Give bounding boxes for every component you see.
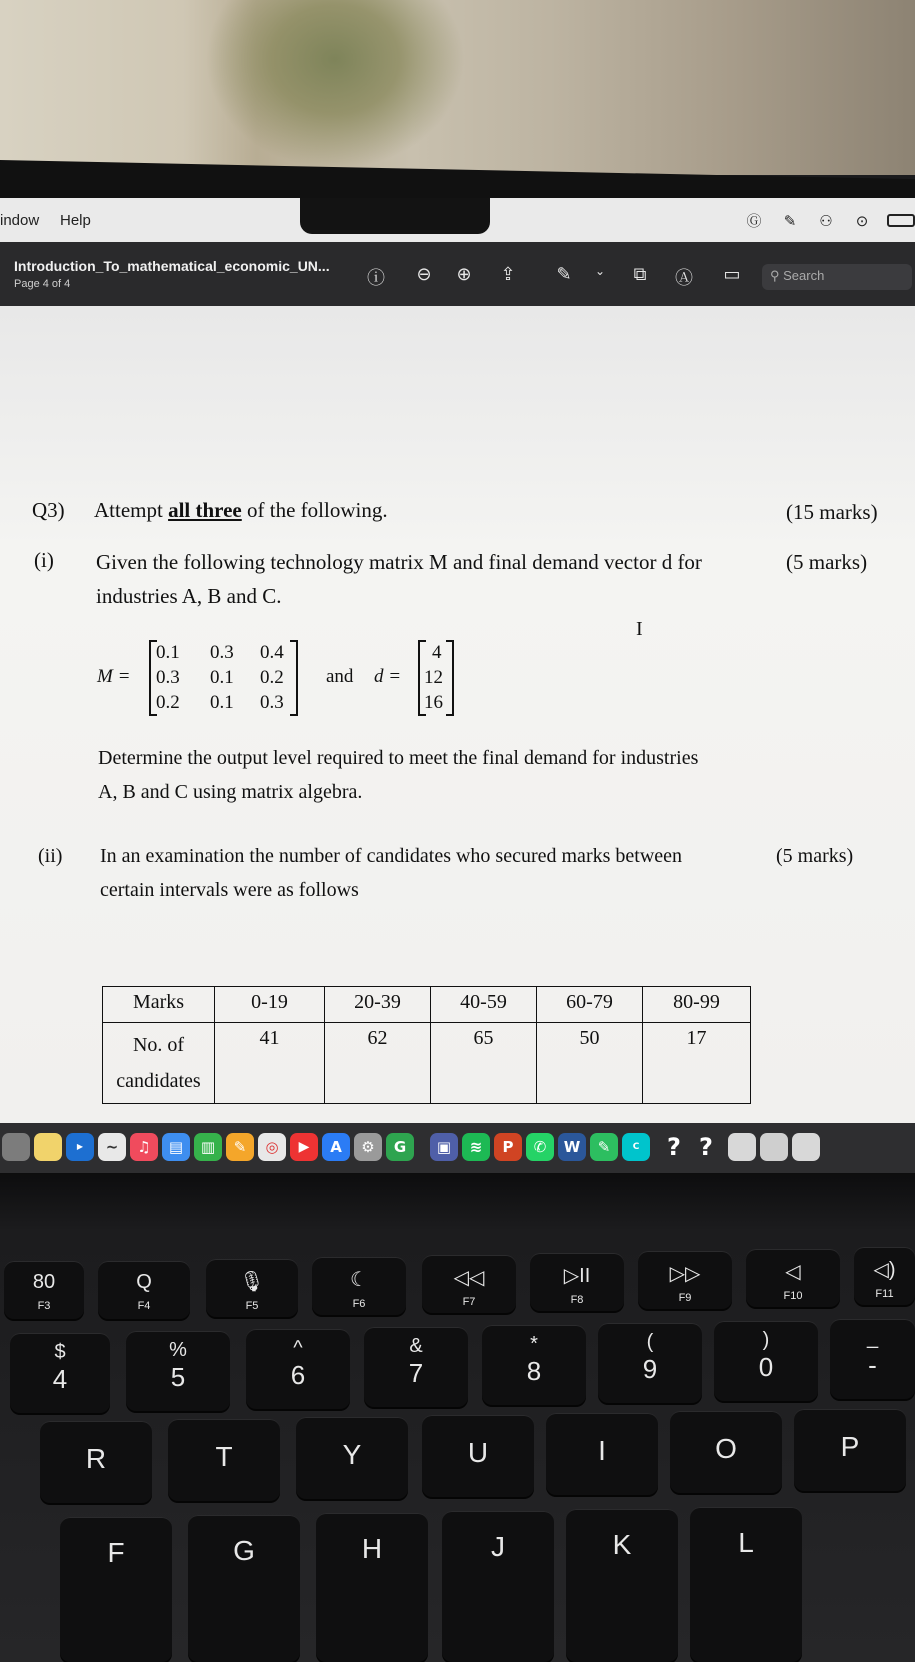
spotlight-icon: Q [136,1271,152,1293]
matrix-m-label: M = [97,666,131,687]
key-letter: L [738,1527,754,1558]
finder-icon[interactable] [2,1133,30,1161]
key-letter: K [612,1529,632,1560]
freeform-icon[interactable]: ~ [98,1133,126,1161]
matrix-cell: 0.2 [156,692,180,713]
key-g[interactable] [188,1515,300,1662]
key-number: 5 [170,1362,186,1392]
key-letter: P [840,1431,860,1462]
word-icon[interactable]: W [558,1133,586,1161]
rotate-icon[interactable]: ⧉ [633,264,647,285]
vector-cell: 12 [424,667,443,688]
part-ii-label: (ii) [38,845,63,867]
part-ii-marks: (5 marks) [776,845,854,867]
table-row-header [103,1023,215,1104]
grammarly-dock-icon[interactable]: G [386,1133,414,1161]
key-h[interactable] [316,1513,428,1662]
part-ii-line1: In an examination the number of candidates who secured marks between [100,845,683,867]
preview-icon[interactable]: ▣ [430,1133,458,1161]
people-icon[interactable]: ⚇ [819,212,833,230]
evernote-icon[interactable]: ✎ [783,212,797,230]
share-icon[interactable]: ⇪ [500,264,516,285]
part-ii-line2: certain intervals were as follows [100,879,359,901]
key-letter: G [233,1535,255,1566]
table-cell: 20-39 [325,987,431,1023]
matrix-cell: 0.2 [260,667,284,688]
rewind-icon: ◁◁ [453,1267,485,1289]
key-shift-symbol: * [530,1333,538,1355]
settings-icon[interactable]: ⚙ [354,1133,382,1161]
key-k[interactable] [566,1509,678,1662]
info-icon[interactable]: ⓘ [367,268,385,289]
fast-forward-icon: ▷▷ [669,1263,701,1285]
keynote-icon[interactable]: ▤ [162,1133,190,1161]
key-letter: O [715,1433,737,1464]
key-letter: F [107,1537,125,1568]
document-thumbnail-icon[interactable] [792,1133,820,1161]
notes-icon[interactable] [34,1133,62,1161]
vector-cell: 4 [432,642,442,663]
key-shift-symbol: ^ [293,1337,303,1359]
key-f4[interactable] [98,1261,190,1319]
zoom-out-icon[interactable]: ⊖ [416,264,432,285]
plant-blur [205,0,465,170]
key-u[interactable] [422,1415,534,1497]
key-o[interactable] [670,1411,782,1493]
question-prefix: Attempt [94,498,163,522]
row-header-line2: candidates [116,1070,201,1092]
key-label: F5 [245,1300,259,1312]
key-label: F3 [37,1300,51,1312]
key-j[interactable] [442,1511,554,1662]
key-f5[interactable] [206,1259,298,1317]
whatsapp-icon[interactable]: ✆ [526,1133,554,1161]
key-letter: R [85,1443,107,1474]
key-y[interactable] [296,1417,408,1499]
annotate-icon[interactable]: Ⓐ [675,268,693,289]
key-9[interactable] [598,1323,702,1403]
key-label: F4 [137,1300,151,1312]
matrix-cell: 0.3 [210,642,234,663]
key-letter: U [467,1437,489,1468]
key-f11[interactable] [854,1247,915,1305]
chrome-icon[interactable]: ◎ [258,1133,286,1161]
key-shift-symbol: $ [54,1341,66,1363]
question-marks: (15 marks) [786,500,878,524]
matrix-cell: 0.1 [210,692,234,713]
laptop-screen [0,198,915,1173]
key-0[interactable] [714,1321,818,1401]
key-number: 7 [408,1358,424,1388]
key-letter: H [361,1533,383,1564]
key-8[interactable] [482,1325,586,1405]
pages-icon[interactable]: ✎ [226,1133,254,1161]
vector-d-label: d = [374,666,402,687]
unknown-app-icon[interactable]: ? [699,1133,713,1161]
app-store-icon[interactable]: A [322,1133,350,1161]
key-letter: Y [342,1439,362,1470]
part-i-line2: industries A, B and C. [96,584,282,608]
markup-pen-icon[interactable]: ✎ [556,264,572,285]
key-number: 0 [758,1352,774,1382]
key-label: F9 [678,1292,692,1304]
key-f6[interactable] [312,1257,406,1315]
volume-down-icon: ◁) [873,1259,896,1281]
canva-icon[interactable]: C [622,1133,650,1161]
part-i-label: (i) [34,548,54,572]
key-f7[interactable] [422,1255,516,1313]
vector-right-bracket [446,640,454,716]
table-cell: 0-19 [215,987,325,1023]
key-f8[interactable] [530,1253,624,1311]
key-f[interactable] [60,1517,172,1662]
key-label: F10 [783,1290,803,1302]
numbers-icon[interactable]: ▥ [194,1133,222,1161]
evernote-dock-icon[interactable]: ✎ [590,1133,618,1161]
key-letter: T [215,1441,233,1472]
key-t[interactable] [168,1419,280,1501]
key-4[interactable] [10,1333,110,1413]
key-7[interactable] [364,1327,468,1407]
table-cell: 17 [643,1023,751,1104]
menu-window[interactable]: indow [0,212,40,229]
part-i-determine-line2: A, B and C using matrix algebra. [98,781,363,803]
key-number: 6 [290,1360,306,1390]
status-icons [743,210,915,231]
matrix-cell: 0.3 [260,692,284,713]
table-cell: 62 [325,1023,431,1104]
page-indicator: Page 4 of 4 [14,278,71,290]
document-thumbnail-icon[interactable] [760,1133,788,1161]
chevron-down-icon[interactable]: ⌄ [594,264,606,278]
key-shift-symbol: ( [646,1331,654,1353]
question-instruction [94,500,388,521]
question-number: Q3) [32,498,65,522]
part-i-determine-line1: Determine the output level required to meet the final demand for industries [98,747,699,769]
key-l[interactable] [690,1507,802,1662]
key-shift-symbol: _ [866,1327,879,1349]
grammarly-icon[interactable]: Ⓖ [746,213,762,230]
key-letter: I [598,1435,606,1466]
key-f10[interactable] [746,1249,840,1307]
table-cell: 41 [215,1023,325,1104]
key-minus[interactable] [830,1319,915,1399]
table-cell: 65 [431,1023,537,1104]
search-icon: ⚲ [770,268,784,283]
and-label: and [326,666,354,687]
key-label: F8 [570,1294,584,1306]
search-field[interactable] [762,264,912,290]
document-title: Introduction_To_mathematical_economic_UN... [14,258,330,274]
marks-table [102,986,751,1104]
key-shift-symbol: & [409,1335,423,1357]
key-6[interactable] [246,1329,350,1409]
dock [0,1123,915,1173]
table-row [103,987,751,1023]
room-background [0,0,915,175]
key-i[interactable] [546,1413,658,1495]
key-letter: J [491,1531,505,1562]
key-number: 8 [526,1356,542,1386]
table-row [103,1023,751,1104]
camera-notch [300,198,490,234]
key-shift-symbol: % [169,1339,187,1361]
menu-help[interactable]: Help [60,212,91,229]
question-suffix: of the following. [247,498,388,522]
table-cell: 50 [537,1023,643,1104]
key-shift-symbol: ) [762,1329,770,1351]
key-label: F11 [875,1288,894,1300]
key-5[interactable] [126,1331,230,1411]
matrix-cell: 0.4 [260,642,284,663]
key-label: F7 [462,1296,476,1308]
laptop-keyboard-deck [0,1173,915,1662]
play-pause-icon: ▷II [563,1265,591,1287]
table-cell: 60-79 [537,987,643,1023]
key-p[interactable] [794,1409,906,1491]
key-f3[interactable] [4,1261,84,1319]
unknown-app-icon[interactable]: ? [667,1133,681,1161]
youtube-icon[interactable]: ▶ [290,1133,318,1161]
part-i-marks: (5 marks) [786,550,868,574]
form-fill-icon[interactable]: ▭ [723,264,741,285]
mute-icon: ◁ [785,1261,801,1283]
key-r[interactable] [40,1421,152,1503]
table-row-header: Marks [103,987,215,1023]
part-i-line1: Given the following technology matrix M and final demand vector d for [96,550,702,574]
matrix-cell: 0.3 [156,667,180,688]
question-emphasis: all three [168,498,242,522]
row-header-line1: No. of [132,1034,185,1056]
mission-control-icon: 80 [32,1271,56,1293]
key-f9[interactable] [638,1251,732,1309]
search-placeholder: Search [783,268,825,283]
table-cell: 40-59 [431,987,537,1023]
do-not-disturb-icon: ☾ [350,1269,368,1291]
text-cursor-icon: I [636,618,643,640]
key-number: - [868,1350,877,1380]
powerpoint-icon[interactable]: P [494,1133,522,1161]
preview-toolbar [0,242,915,306]
vector-cell: 16 [424,692,443,713]
key-label: F6 [352,1298,366,1310]
document-thumbnail-icon[interactable] [728,1133,756,1161]
music-icon[interactable]: ♫ [130,1133,158,1161]
battery-icon[interactable] [887,214,915,227]
prime-video-icon[interactable]: ▶ [66,1133,94,1161]
play-icon[interactable]: ⊙ [855,212,869,230]
dictation-icon: 🎙 [239,1271,265,1293]
matrix-cell: 0.1 [210,667,234,688]
table-cell: 80-99 [643,987,751,1023]
zoom-in-icon[interactable]: ⊕ [456,264,472,285]
key-number: 9 [642,1354,658,1384]
matrix-right-bracket [290,640,298,716]
menu-bar [0,198,915,242]
matrix-cell: 0.1 [156,642,180,663]
key-number: 4 [52,1364,68,1394]
spotify-icon[interactable]: ≋ [462,1133,490,1161]
